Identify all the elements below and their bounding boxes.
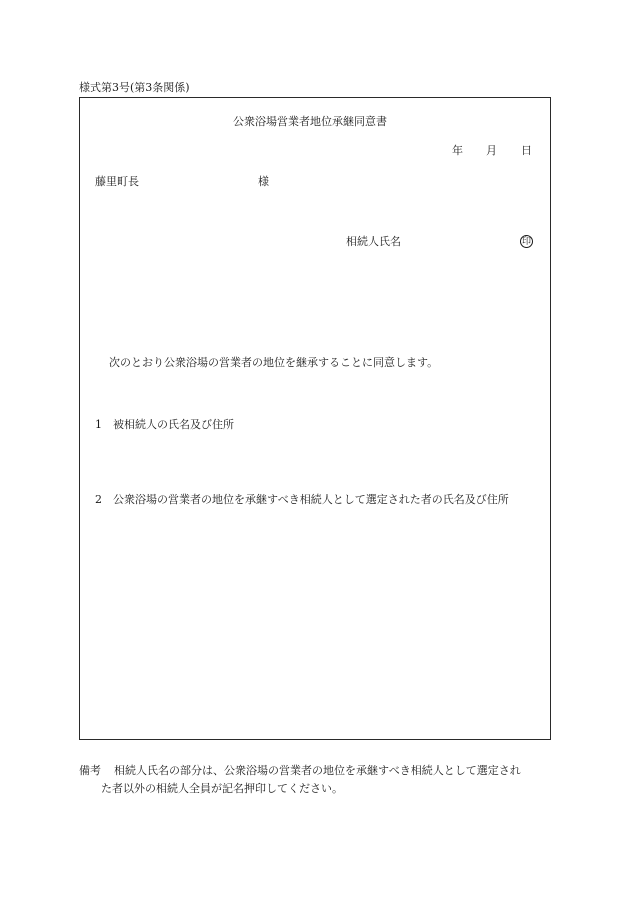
document-title: 公衆浴場営業者地位承継同意書 bbox=[233, 115, 387, 128]
remarks-label: 備考 bbox=[79, 764, 101, 777]
form-number: 様式第3号(第3条関係) bbox=[79, 81, 190, 94]
item-2-text: 公衆浴場の営業者の地位を承継すべき相続人として選定された者の氏名及び住所 bbox=[113, 493, 509, 506]
day-label: 日 bbox=[521, 144, 532, 157]
remarks-line-2: た者以外の相続人全員が記名押印してください。 bbox=[101, 782, 343, 795]
remarks-line-1: 相続人氏名の部分は、公衆浴場の営業者の地位を承継すべき相続人として選定され bbox=[114, 764, 521, 777]
signer-label: 相続人氏名 bbox=[346, 235, 401, 248]
seal-mark: 印 bbox=[521, 237, 531, 247]
item-2-number: 2 bbox=[95, 493, 102, 506]
item-1-number: 1 bbox=[95, 418, 102, 431]
consent-statement: 次のとおり公衆浴場の営業者の地位を継承することに同意します。 bbox=[109, 356, 439, 369]
item-1-text: 被相続人の氏名及び住所 bbox=[113, 418, 234, 431]
addressee-honorific: 様 bbox=[258, 175, 269, 188]
addressee-name: 藤里町長 bbox=[95, 175, 139, 188]
month-label: 月 bbox=[486, 144, 497, 157]
year-label: 年 bbox=[452, 144, 463, 157]
